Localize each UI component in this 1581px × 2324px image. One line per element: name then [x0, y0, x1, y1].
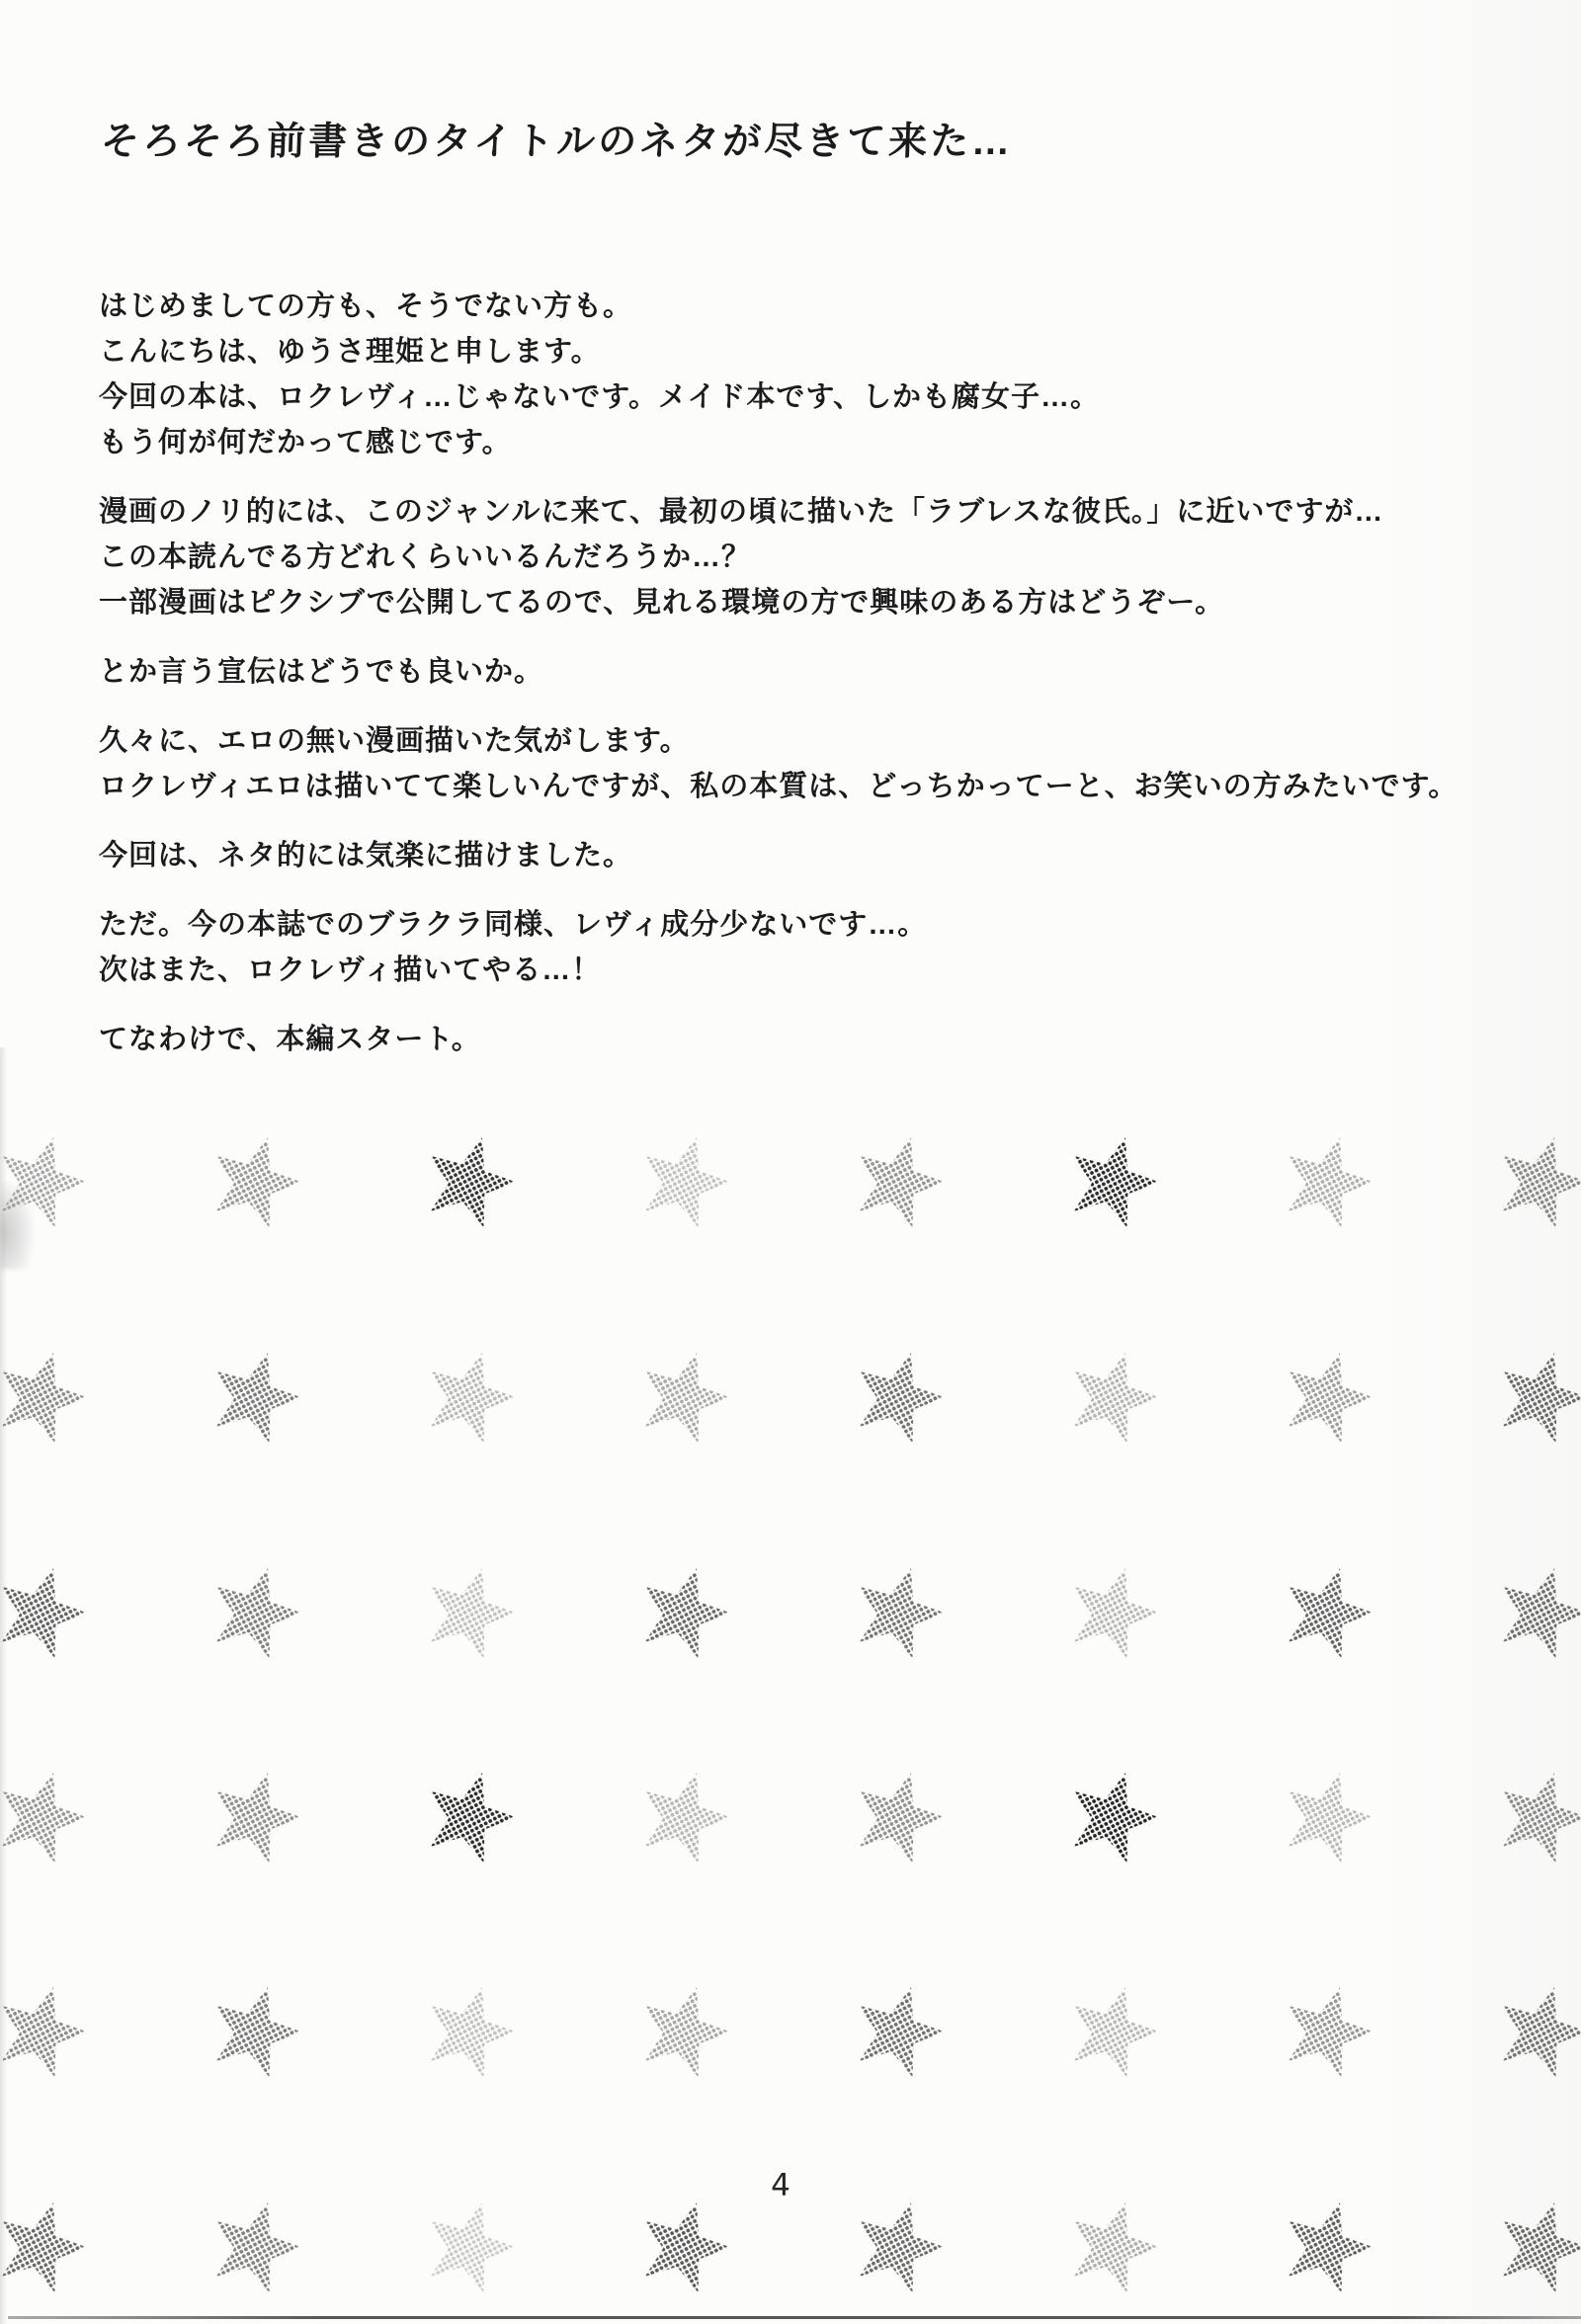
star-icon: [843, 2190, 955, 2298]
page-number: 4: [771, 2168, 790, 2203]
paragraph: [99, 649, 1561, 695]
text-line: こんにちは、ゆうさ理姫と申します。: [99, 336, 601, 368]
star-icon: [628, 1555, 740, 1664]
text-line: 今回の本は、ロクレヴィ…じゃないです。メイド本です、しかも腐女子…。: [99, 381, 1101, 413]
star-icon: [0, 1340, 97, 1449]
text-line: 久々に、エロの無い漫画描いた気がします。: [99, 725, 690, 757]
text-line: 次はまた、ロクレヴィ描いてやる…！: [99, 954, 602, 986]
star-icon: [1486, 1124, 1581, 1233]
star-icon: [200, 1124, 311, 1233]
star-icon: [200, 1760, 311, 1868]
text-line: 今回は、ネタ的には気楽に描けました。: [99, 840, 633, 872]
star-icon: [414, 1124, 526, 1233]
star-icon: [1057, 1340, 1169, 1449]
star-icon: [0, 1760, 97, 1868]
star-icon: [843, 1760, 955, 1868]
star-icon: [414, 1974, 526, 2083]
star-icon: [414, 2190, 526, 2298]
text-line: てなわけで、本編スタート。: [99, 1024, 481, 1055]
star-icon: [1057, 1974, 1169, 2083]
star-icon: [1057, 1555, 1169, 1664]
paragraph: [99, 902, 1561, 993]
star-icon: [628, 2190, 740, 2298]
star-icon: [414, 1340, 526, 1449]
star-icon: [1057, 1124, 1169, 1233]
text-line: もう何が何だかって感じです。: [99, 427, 512, 458]
star-icon: [1272, 2190, 1383, 2298]
paragraph: [99, 718, 1561, 809]
star-icon: [843, 1555, 955, 1664]
star-icon: [414, 1555, 526, 1664]
star-icon: [1272, 1124, 1383, 1233]
star-icon: [0, 2190, 97, 2298]
star-icon: [1057, 2190, 1169, 2298]
star-icon: [843, 1974, 955, 2083]
star-icon: [200, 1974, 311, 2083]
star-icon: [628, 1760, 740, 1868]
star-icon: [200, 1340, 311, 1449]
star-icon: [843, 1340, 955, 1449]
star-icon: [200, 1555, 311, 1664]
paragraph: [99, 833, 1561, 878]
star-icon: [628, 1124, 740, 1233]
text-line: この本読んでる方どれくらいいるんだろうか…？: [99, 541, 752, 573]
text-line: ただ。今の本誌でのブラクラ同様、レヴィ成分少ないです…。: [99, 909, 928, 941]
star-icon: [1272, 1760, 1383, 1868]
star-icon: [0, 1974, 97, 2083]
star-icon: [1486, 1760, 1581, 1868]
preface-text: [99, 284, 1561, 1086]
star-icon: [1272, 1974, 1383, 2083]
text-line: 漫画のノリ的には、このジャンルに来て、最初の頃に描いた「ラブレスな彼氏。」に近いですが…: [99, 496, 1384, 528]
star-pattern: [0, 1117, 1581, 2324]
star-icon: [200, 2190, 311, 2298]
text-line: 一部漫画はピクシブで公開してるので、見れる環境の方で興味のある方はどうぞー。: [99, 587, 1225, 619]
star-icon: [1486, 1555, 1581, 1664]
page-title: そろそろ前書きのタイトルのネタが尽きて来た…: [100, 121, 1015, 163]
star-icon: [1486, 1974, 1581, 2083]
text-line: ロクレヴィエロは描いてて楽しいんですが、私の本質は、どっちかってーと、お笑いの方みたいです。: [99, 771, 1458, 802]
star-icon: [628, 1340, 740, 1449]
paragraph: [99, 489, 1561, 625]
star-icon: [1486, 2190, 1581, 2298]
star-icon: [1272, 1340, 1383, 1449]
text-line: とか言う宣伝はどうでも良いか。: [99, 656, 544, 688]
star-icon: [628, 1974, 740, 2083]
star-icon: [1272, 1555, 1383, 1664]
star-icon: [843, 1124, 955, 1233]
paragraph: [99, 1017, 1561, 1062]
star-icon: [1486, 1340, 1581, 1449]
star-icon: [1057, 1760, 1169, 1868]
text-line: はじめましての方も、そうでない方も。: [99, 290, 633, 322]
paragraph: [99, 284, 1561, 465]
star-icon: [414, 1760, 526, 1868]
star-icon: [0, 1555, 97, 1664]
scan-bottom-line-artifact: [8, 2316, 1581, 2319]
scan-smudge-artifact: [0, 1181, 34, 1270]
